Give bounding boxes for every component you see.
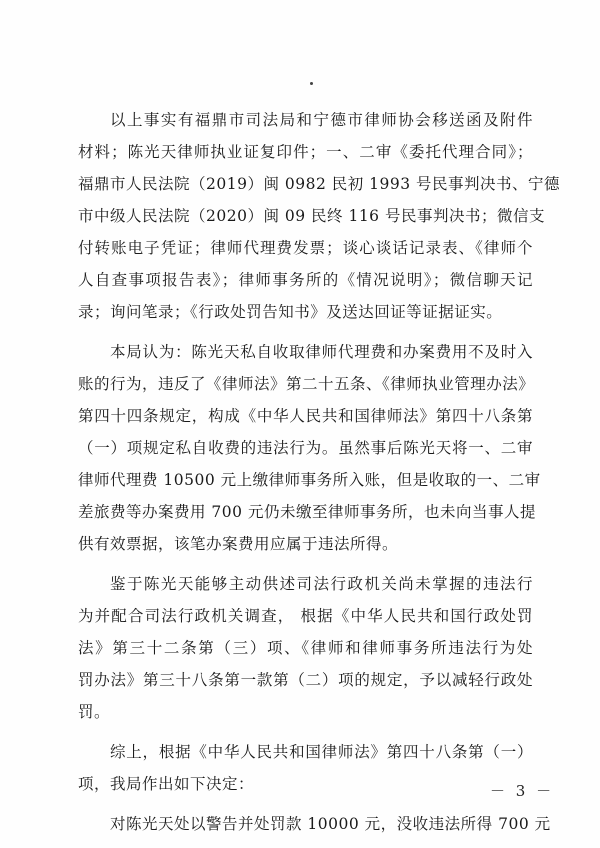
text-line: 项，我局作出如下决定： (78, 775, 255, 793)
text-line: 以上事实有福鼎市司法局和宁德市律师协会移送函及附件 (110, 111, 533, 129)
page-number: － 3 － (490, 782, 555, 800)
text-line: 录；询问笔录；《行政处罚告知书》及送达回证等证据证实。 (78, 303, 503, 321)
text-line: 法》第三十二条第（三）项、《律师和律师事务所违法行为处 (78, 639, 533, 657)
text-line: 罚。 (78, 703, 111, 721)
text-line: 账的行为，违反了《律师法》第二十五条、《律师执业管理办法》 (78, 375, 535, 393)
text-line: 为并配合司法行政机关调查， 根据《中华人民共和国行政处罚 (78, 607, 533, 625)
text-line: 律师代理费 10500 元上缴律师事务所入账，但是收取的一、二审 (78, 471, 541, 489)
text-line: 本局认为：陈光天私自收取律师代理费和办案费用不及时入 (110, 343, 533, 361)
text-line: 福鼎市人民法院（2019）闽 0982 民初 1993 号民事判决书、宁德 (78, 175, 561, 193)
paragraph-decision (78, 808, 551, 840)
paragraph-evidence (78, 104, 561, 328)
text-line: 供有效票据，该笔办案费用应属于违法所得。 (78, 535, 399, 553)
text-line: 付转账电子凭证；律师代理费发票；谈心谈话记录表、《律师个 (78, 239, 533, 257)
paragraph-finding (78, 336, 541, 560)
text-line: 对陈光天处以警告并处罚款 10000 元，没收违法所得 700 元 (110, 815, 551, 833)
text-line: 材料；陈光天律师执业证复印件；一、二审《委托代理合同》； (78, 143, 533, 161)
text-line: 罚办法》第三十八条第一款第（二）项的规定，予以减轻行政处 (78, 671, 533, 689)
paragraph-conclusion (78, 736, 533, 800)
text-line: 人自查事项报告表》；律师事务所的《情况说明》；微信聊天记 (78, 271, 533, 289)
scan-mark (310, 82, 313, 85)
text-line: 鉴于陈光天能够主动供述司法行政机关尚未掌握的违法行 (110, 575, 533, 593)
text-line: 第四十四条规定，构成《中华人民共和国律师法》第四十八条第 (78, 407, 533, 425)
document-body (78, 104, 561, 848)
text-line: 市中级人民法院（2020）闽 09 民终 116 号民事判决书；微信支 (78, 207, 545, 225)
text-line: （一）项规定私自收费的违法行为。虽然事后陈光天将一、二审 (78, 439, 533, 457)
text-line: 差旅费等办案费用 700 元仍未缴至律师事务所，也未向当事人提 (78, 503, 536, 521)
text-line: 综上，根据《中华人民共和国律师法》第四十八条第（一） (110, 743, 533, 761)
paragraph-mitigation (78, 568, 533, 728)
